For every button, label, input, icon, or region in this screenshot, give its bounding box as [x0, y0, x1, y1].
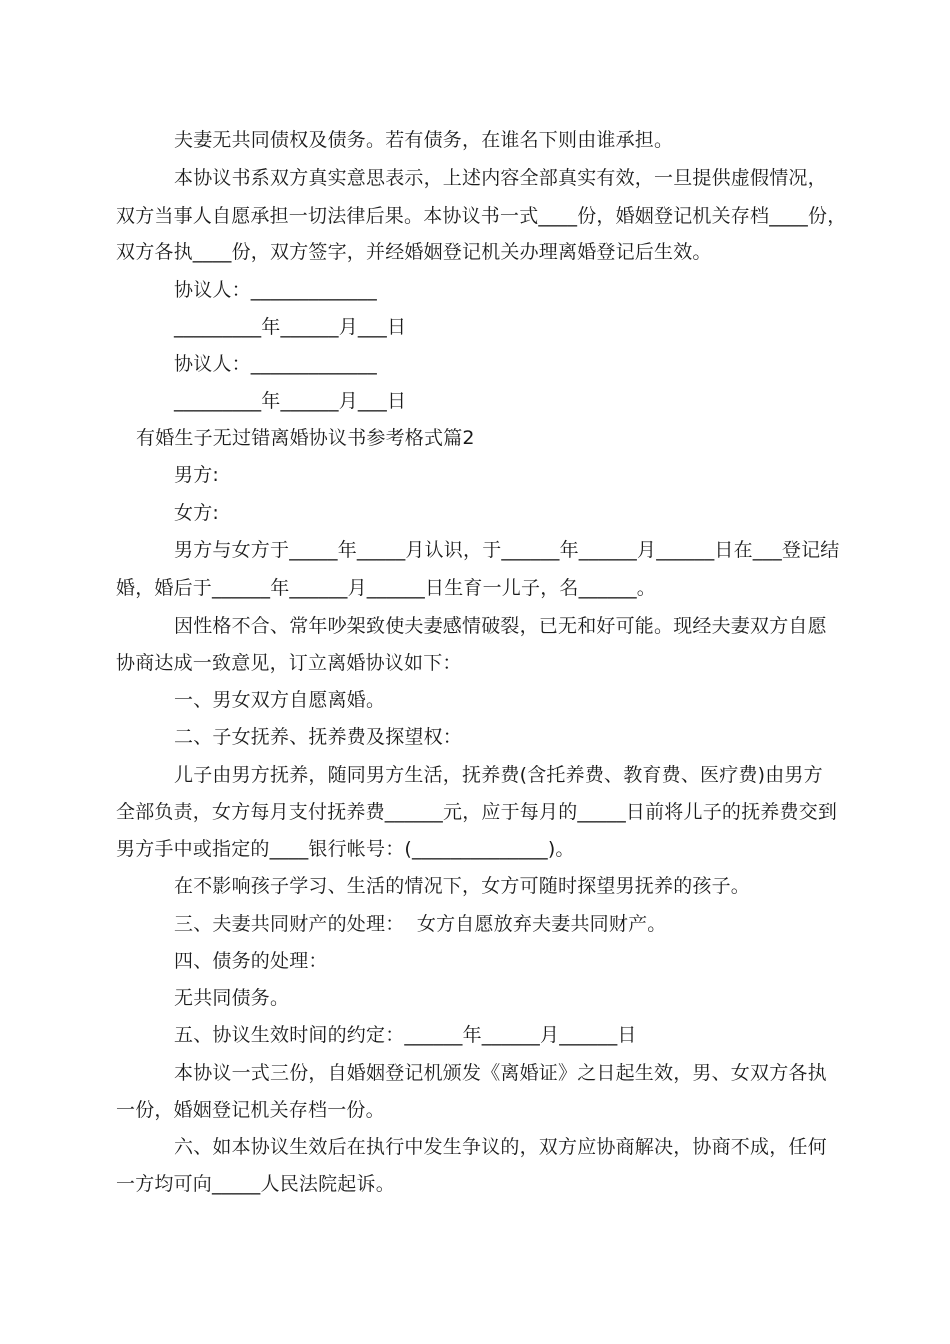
female-party: 女方: — [174, 502, 220, 524]
clause-1: 一、男女双方自愿离婚。 — [174, 689, 386, 711]
paragraph-marriage-line2: 婚，婚后于______年______月______日生育一儿子，名______。 — [116, 577, 657, 599]
date-1: _________年______月___日 — [174, 316, 407, 338]
paragraph-debts: 夫妻无共同债权及债务。若有债务，在谁名下则由谁承担。 — [174, 129, 674, 151]
signatory-1: 协议人：_____________ — [174, 279, 377, 301]
male-party: 男方: — [174, 464, 220, 486]
paragraph-declaration-line2: 双方当事人自愿承担一切法律后果。本协议书一式____份，婚姻登记机关存档____份， — [116, 205, 847, 227]
paragraph-copies-line1: 本协议一式三份，自婚姻登记机颁发《离婚证》之日起生效，男、女双方各执 — [174, 1062, 827, 1084]
clause-3: 三、夫妻共同财产的处理： 女方自愿放弃夫妻共同财产。 — [174, 913, 667, 935]
clause-6-line1: 六、如本协议生效后在执行中发生争议的，双方应协商解决，协商不成，任何 — [174, 1136, 827, 1158]
paragraph-declaration-line3: 双方各执____份，双方签字，并经婚姻登记机关办理离婚登记后生效。 — [116, 241, 712, 263]
paragraph-reason-line1: 因性格不合、常年吵架致使夫妻感情破裂，已无和好可能。现经夫妻双方自愿 — [174, 615, 827, 637]
clause-6-line2: 一方均可向_____人民法院起诉。 — [116, 1173, 395, 1195]
paragraph-marriage-line1: 男方与女方于_____年_____月认识，于______年______月______日在___登记结 — [174, 539, 840, 561]
paragraph-custody-line3: 男方手中或指定的____银行帐号：(______________)。 — [116, 838, 575, 860]
date-2: _________年______月___日 — [174, 390, 407, 412]
clause-2: 二、子女抚养、抚养费及探望权： — [174, 726, 463, 748]
paragraph-no-debt: 无共同债务。 — [174, 987, 290, 1009]
clause-5: 五、协议生效时间的约定：______年______月______日 — [174, 1024, 637, 1046]
section-heading: 有婚生子无过错离婚协议书参考格式篇2 — [136, 427, 475, 449]
paragraph-custody-line1: 儿子由男方抚养，随同男方生活，抚养费(含托养费、教育费、医疗费)由男方 — [174, 764, 823, 786]
paragraph-declaration-line1: 本协议书系双方真实意思表示，上述内容全部真实有效，一旦提供虚假情况， — [174, 167, 827, 189]
signatory-2: 协议人：_____________ — [174, 353, 377, 375]
paragraph-reason-line2: 协商达成一致意见，订立离婚协议如下： — [116, 652, 462, 674]
paragraph-copies-line2: 一份，婚姻登记机关存档一份。 — [116, 1099, 385, 1121]
paragraph-custody-line2: 全部负责，女方每月支付抚养费______元，应于每月的_____日前将儿子的抚养费交到 — [116, 801, 838, 823]
clause-4: 四、债务的处理： — [174, 950, 328, 972]
paragraph-visitation: 在不影响孩子学习、生活的情况下，女方可随时探望男抚养的孩子。 — [174, 875, 751, 897]
